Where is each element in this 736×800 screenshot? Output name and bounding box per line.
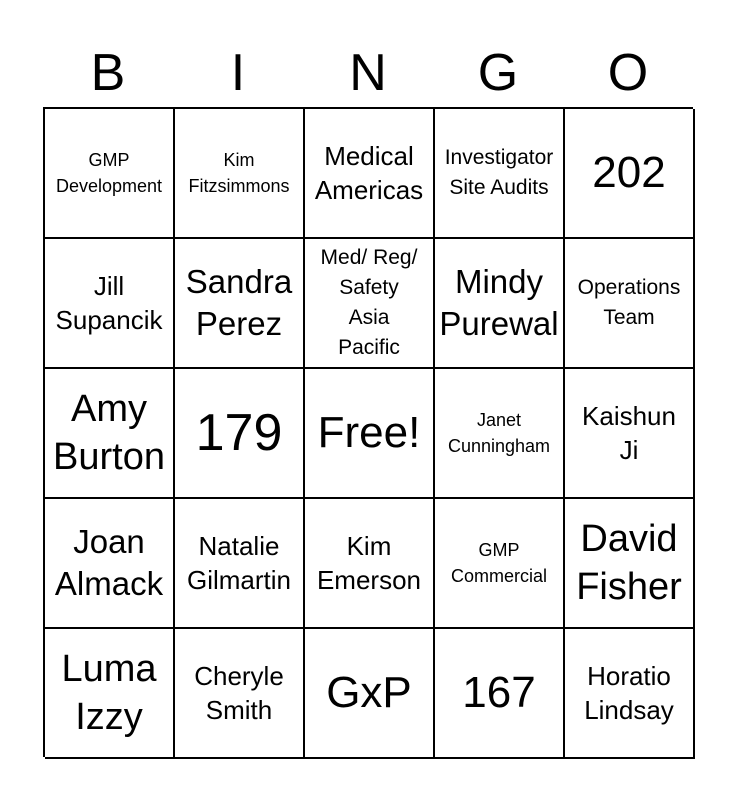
bingo-header <box>43 40 693 106</box>
bingo-cell[interactable]: Kim Emerson <box>305 499 435 629</box>
bingo-cell[interactable]: Cheryle Smith <box>175 629 305 759</box>
bingo-cell[interactable]: Sandra Perez <box>175 239 305 369</box>
bingo-cell[interactable]: Medical Americas <box>305 109 435 239</box>
bingo-cell[interactable]: Investigator Site Audits <box>435 109 565 239</box>
bingo-cell[interactable]: GMP Commercial <box>435 499 565 629</box>
bingo-cell[interactable]: Med/ Reg/ Safety Asia Pacific <box>305 239 435 369</box>
bingo-cell[interactable]: GxP <box>305 629 435 759</box>
bingo-cell[interactable]: 202 <box>565 109 695 239</box>
bingo-cell[interactable]: Horatio Lindsay <box>565 629 695 759</box>
header-letter-i: I <box>230 44 246 102</box>
bingo-cell[interactable]: Kaishun Ji <box>565 369 695 499</box>
bingo-cell[interactable]: Mindy Purewal <box>435 239 565 369</box>
bingo-cell[interactable]: 167 <box>435 629 565 759</box>
free-space-cell[interactable]: Free! <box>305 369 435 499</box>
header-letter-g: G <box>477 44 519 102</box>
bingo-cell[interactable]: Luma Izzy <box>45 629 175 759</box>
header-letter-b: B <box>90 44 126 102</box>
bingo-cell[interactable]: Natalie Gilmartin <box>175 499 305 629</box>
bingo-cell[interactable]: GMP Development <box>45 109 175 239</box>
bingo-cell[interactable]: 179 <box>175 369 305 499</box>
bingo-cell[interactable]: Operations Team <box>565 239 695 369</box>
bingo-cell[interactable]: David Fisher <box>565 499 695 629</box>
header-letter-n: N <box>349 44 387 102</box>
bingo-cell[interactable]: Jill Supancik <box>45 239 175 369</box>
bingo-grid <box>43 107 693 757</box>
bingo-cell[interactable]: Amy Burton <box>45 369 175 499</box>
bingo-cell[interactable]: Joan Almack <box>45 499 175 629</box>
bingo-cell[interactable]: Janet Cunningham <box>435 369 565 499</box>
bingo-cell[interactable]: Kim Fitzsimmons <box>175 109 305 239</box>
header-letter-o: O <box>607 44 649 102</box>
